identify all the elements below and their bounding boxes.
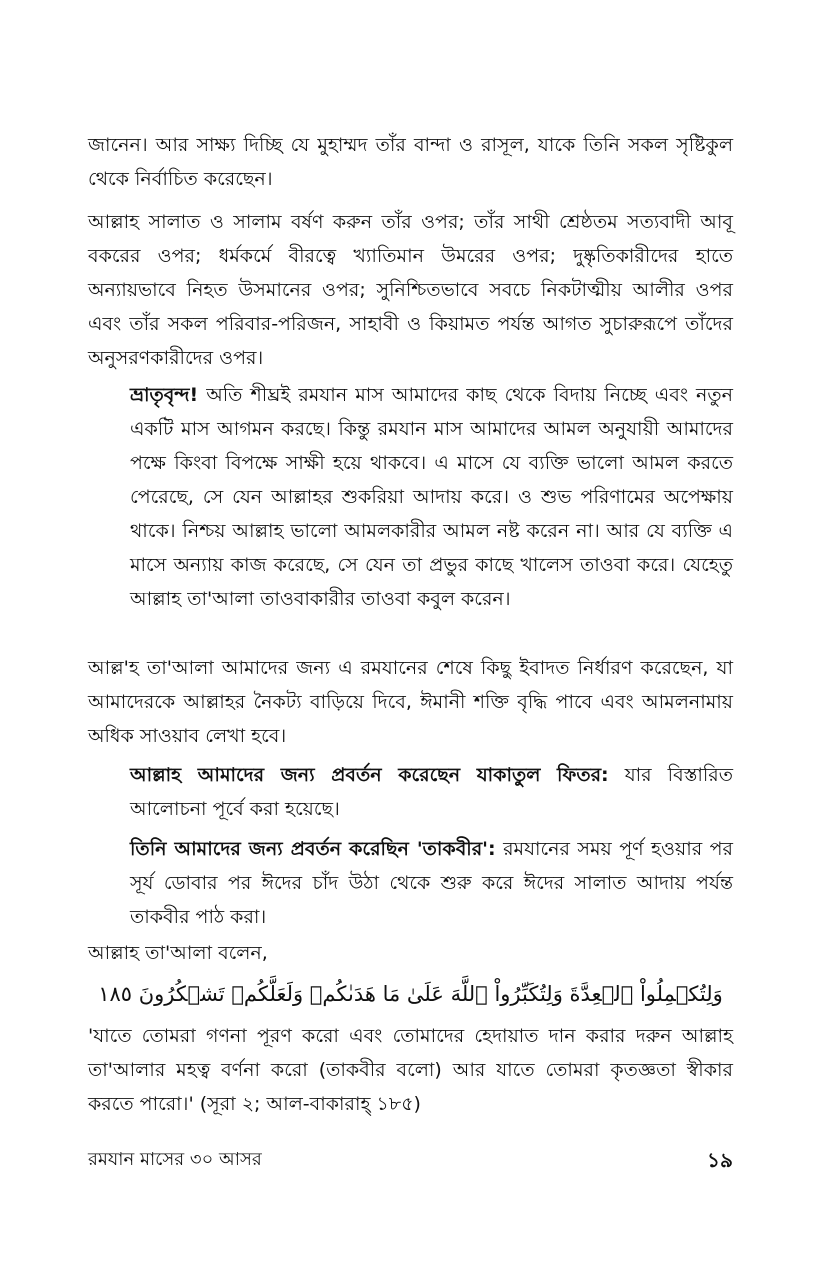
footer-book-title: রমযান মাসের ৩০ আসর (88, 1149, 262, 1170)
paragraph-salutation: আল্লাহ সালাত ও সালাম বর্ষণ করুন তাঁর ওপর; তাঁর সাথী শ্রেষ্ঠতম সত্যবাদী আবূ বকরের ওপর; ধর্মকর্মে বীরত্বে খ্যাতিমান উমরের ওপর; দুষ্কৃতিকারীদের হাতে অন্যায়ভাবে নিহত উসমানের ওপর; সুনিশ্চিতভাবে সবচে নিকটাত্মীয় আলীর ওপর এবং তাঁর সকল পরিবার-পরিজন, সাহাবী ও কিয়ামত পর্যন্ত আগত সুচারুরূপে তাঁদের অনুসরণকারীদের ওপর। (88, 211, 733, 369)
paragraph-takbir (130, 832, 733, 934)
paragraph-brothers-heading: ভ্রাতৃবৃন্দ! (130, 384, 199, 406)
arabic-verse: وَلِتُكۡمِلُواْ ٱلۡعِدَّةَ وَلِتُكَبِّرُواْ ٱللَّهَ عَلَىٰ مَا هَدَىٰكُمۡ وَلَعَلَّكُمۡ تَشۡكُرُونَ ١٨٥ (98, 982, 723, 1006)
takbir-heading: তিনি আমাদের জন্য প্রবর্তন করেছিন 'তাকবীর': (130, 838, 496, 860)
paragraph-zakatul-fitr (130, 758, 733, 826)
footer-page-number: ১৯ (707, 1148, 733, 1172)
zakatul-fitr-heading: আল্লাহ আমাদের জন্য প্রবর্তন করেছেন যাকাতুল ফিতর: (130, 764, 609, 786)
paragraph-brothers-text: অতি শীঘ্রই রমযান মাস আমাদের কাছ থেকে বিদায় নিচ্ছে এবং নতুন একটি মাস আগমন করছে। কিন্তু রমযান মাস আমাদের আমল অনুযায়ী আমাদের পক্ষে কিংবা বিপক্ষে সাক্ষী হয়ে থাকবে। এ মাসে যে ব্যক্তি ভালো আমল করতে পেরেছে, সে যেন আল্লাহর শুকরিয়া আদায় করে। ও শুভ পরিণামের অপেক্ষায় থাকে। নিশ্চয় আল্লাহ ভালো আমলকারীর আমল নষ্ট করেন না। আর যে ব্যক্তি এ মাসে অন্যায় কাজ করেছে, সে যেন তা প্রভুর কাছে খালেস তাওবা করে। যেহেতু আল্লাহ তা'আলা তাওবাকারীর তাওবা কবুল করেন। (130, 384, 733, 610)
paragraph-ibadat: আল্ল'হ তা'আলা আমাদের জন্য এ রমযানের শেষে কিছু ইবাদত নির্ধারণ করেছেন, যা আমাদেরকে আল্লাহর নৈকট্য বাড়িয়ে দিবে, ঈমানী শক্তি বৃদ্ধি পাবে এবং আমলনামায় অধিক সাওয়াব লেখা হবে। (88, 657, 733, 747)
zakatul-fitr-text: যার বিস্তারিত আলোচনা পূর্বে করা হয়েছে। (130, 764, 734, 820)
takbir-text: রমযানের সময় পূর্ণ হওয়ার পর সূর্য ডোবার পর ঈদের চাঁদ উঠা থেকে শুরু করে ঈদের সালাত আদায় পর্যন্ত তাকবীর পাঠ করা। (130, 838, 733, 928)
paragraph-testimony: জানেন। আর সাক্ষ্য দিচ্ছি যে মুহাম্মদ তাঁর বান্দা ও রাসূল, যাকে তিনি সকল সৃষ্টিকুল থেকে নির্বাচিত করেছেন। (88, 134, 733, 190)
paragraph-translation: 'যাতে তোমরা গণনা পূরণ করো এবং তোমাদের হেদায়াত দান করার দরুন আল্লাহ তা'আলার মহত্ব বর্ণনা করো (তাকবীর বলো) আর যাতে তোমরা কৃতজ্ঞতা স্বীকার করতে পারো।' (সূরা ২; আল-বাকারাহ্ ১৮৫) (88, 1025, 733, 1115)
paragraph-allah-says: আল্লাহ তা'আলা বলেন, (88, 942, 268, 964)
paragraph-brothers (130, 378, 733, 616)
